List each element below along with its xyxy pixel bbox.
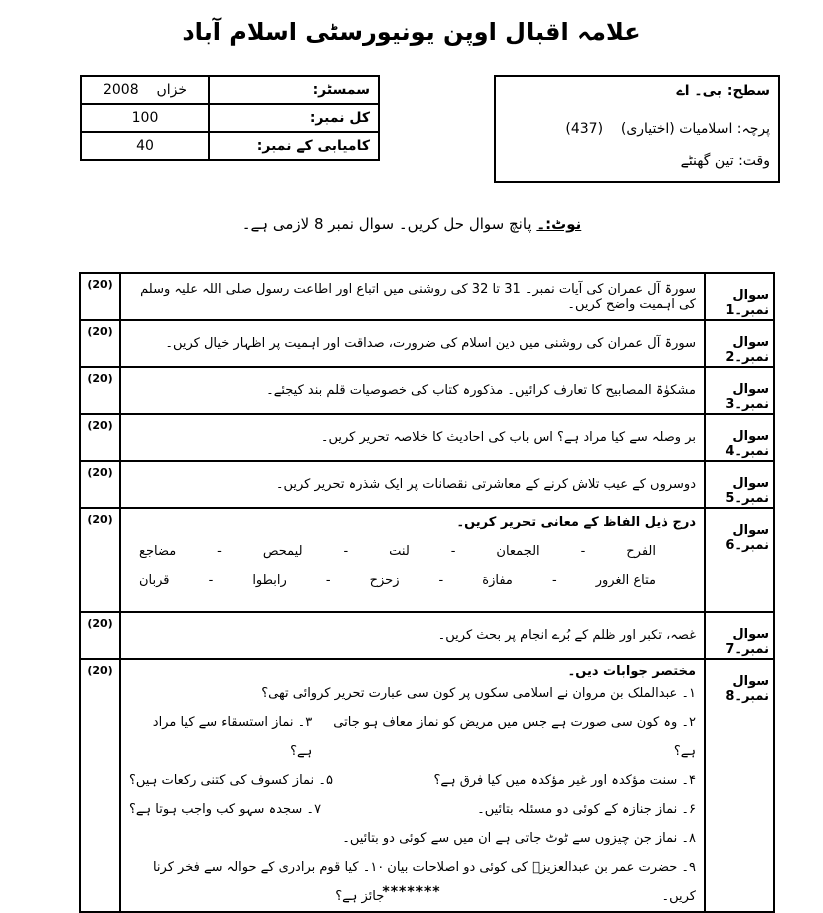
question-number: سوال نمبر۔2 <box>705 320 774 367</box>
paper-name: پرچہ: اسلامیات (اختیاری) <box>620 121 770 137</box>
q8-parts-row <box>129 853 696 911</box>
question-number: سوال نمبر۔3 <box>705 367 774 414</box>
q8-part: ۴۔ سنت مؤکدہ اور غیر مؤکدہ میں کیا فرق ہے؟ <box>433 773 696 788</box>
word: ليمحص <box>262 544 303 559</box>
question-marks: (20) <box>80 659 120 912</box>
question-marks: (20) <box>80 508 120 612</box>
question-text: سورۃ آل عمران کی روشنی میں دین اسلام کی ضرورت، صداقت اور اہمیت پر اظہار خیال کریں۔ <box>120 320 705 367</box>
questions-table <box>79 272 775 913</box>
q8-part: ۲۔ وہ کون سی صورت ہے جس میں مریض کو نماز معاف ہو جاتی ہے؟ <box>333 715 696 759</box>
instructions-note <box>0 215 823 233</box>
word: رابطوا <box>252 573 287 588</box>
paper-line <box>504 121 770 137</box>
word: مضاجع <box>139 544 177 559</box>
total-marks-label: کل نمبر: <box>209 104 379 132</box>
question-row <box>80 508 774 612</box>
question-number: سوال نمبر۔4 <box>705 414 774 461</box>
word: لنت <box>389 544 410 559</box>
word: مفازة <box>482 573 513 588</box>
question-marks: (20) <box>80 367 120 414</box>
note-text: پانچ سوال حل کریں۔ سوال نمبر 8 لازمی ہے۔ <box>241 215 532 233</box>
question-text: سورۃ آل عمران کی آیات نمبر۔ 31 تا 32 کی روشنی میں اتباع اور اطاعت رسول صلی اللہ علیہ وسلم کی اہمیت واضح کریں۔ <box>120 273 705 320</box>
question-text <box>120 508 705 612</box>
pass-marks-value: 40 <box>81 132 209 160</box>
q6-words-row1: الفرح - الجمعان - لنت - ليمحص - مضاجع <box>139 544 656 559</box>
q8-parts-row <box>129 766 696 795</box>
question-number: سوال نمبر۔1 <box>705 273 774 320</box>
question-row <box>80 273 774 320</box>
exam-info-right <box>494 75 780 183</box>
question-row <box>80 461 774 508</box>
q8-part: ۷۔ سجدہ سہو کب واجب ہوتا ہے؟ <box>129 802 322 817</box>
question-text: غصہ، تکبر اور ظلم کے بُرے انجام پر بحث کریں۔ <box>120 612 705 659</box>
q8-part: ۵۔ نماز کسوف کی کتنی رکعات ہیں؟ <box>129 773 333 788</box>
university-title: علامہ اقبال اوپن یونیورسٹی اسلام آباد <box>182 18 641 46</box>
q8-part: ۸۔ نماز جن چیزوں سے ٹوٹ جاتی ہے ان میں سے کوئی دو بتائیں۔ <box>342 831 696 846</box>
total-marks-value: 100 <box>81 104 209 132</box>
q8-part: ۹۔ حضرت عمر بن عبدالعزیزؒ کی کوئی دو اصلاحات بیان کریں۔ <box>387 860 696 904</box>
semester-label: سمسٹر: <box>209 76 379 104</box>
question-marks: (20) <box>80 273 120 320</box>
question-marks: (20) <box>80 414 120 461</box>
paper-code: (437) <box>565 121 604 137</box>
q8-part: ۱۰۔ کیا قوم برادری کے حوالہ سے فخر کرنا جائز ہے؟ <box>152 860 385 904</box>
q8-parts-row <box>129 708 696 766</box>
semester-value: 2008 خزاں <box>81 76 209 104</box>
question-row <box>80 659 774 912</box>
question-row <box>80 367 774 414</box>
pass-marks-label: کامیابی کے نمبر: <box>209 132 379 160</box>
q8-part: ۶۔ نماز جنازہ کے کوئی دو مسئلہ بتائیں۔ <box>477 802 696 817</box>
time: وقت: تین گھنٹے <box>680 153 770 169</box>
q6-words-row2: متاع الغرور - مفازة - زحزح - رابطوا - قربان <box>139 573 656 588</box>
question-number: سوال نمبر۔7 <box>705 612 774 659</box>
exam-info-left <box>80 75 380 161</box>
question-number: سوال نمبر۔8 <box>705 659 774 912</box>
question-marks: (20) <box>80 320 120 367</box>
question-text <box>120 659 705 912</box>
word: متاع الغرور <box>595 573 656 588</box>
question-row <box>80 320 774 367</box>
word: قربان <box>139 573 170 588</box>
word: الفرح <box>626 544 656 559</box>
question-row <box>80 414 774 461</box>
question-number: سوال نمبر۔5 <box>705 461 774 508</box>
note-label: نوٹ:۔ <box>536 215 582 233</box>
question-row <box>80 612 774 659</box>
question-number: سوال نمبر۔6 <box>705 508 774 612</box>
question-marks: (20) <box>80 612 120 659</box>
question-text: بر وصلہ سے کیا مراد ہے؟ اس باب کی احادیث کا خلاصہ تحریر کریں۔ <box>120 414 705 461</box>
question-text: دوسروں کے عیب تلاش کرنے کے معاشرتی نقصانات پر ایک شذرہ تحریر کریں۔ <box>120 461 705 508</box>
q6-instruction: درج ذیل الفاظ کے معانی تحریر کریں۔ <box>456 515 696 530</box>
word: زحزح <box>369 573 400 588</box>
level: سطح: بی۔ اے <box>676 83 770 99</box>
q8-parts-row <box>129 795 696 824</box>
q8-part: ۱۔ عبدالملک بن مروان نے اسلامی سکوں پر کون سی عبارت تحریر کروائی تھی؟ <box>261 686 696 701</box>
word: الجمعان <box>496 544 540 559</box>
q8-part: ۳۔ نماز استسقاء سے کیا مراد ہے؟ <box>152 715 313 759</box>
question-text: مشکوٰۃ المصابیح کا تعارف کرائیں۔ مذکورہ کتاب کی خصوصیات قلم بند کیجئے۔ <box>120 367 705 414</box>
q8-instruction: مختصر جوابات دیں۔ <box>567 664 696 679</box>
footer-stars: ******* <box>382 884 441 900</box>
question-marks: (20) <box>80 461 120 508</box>
